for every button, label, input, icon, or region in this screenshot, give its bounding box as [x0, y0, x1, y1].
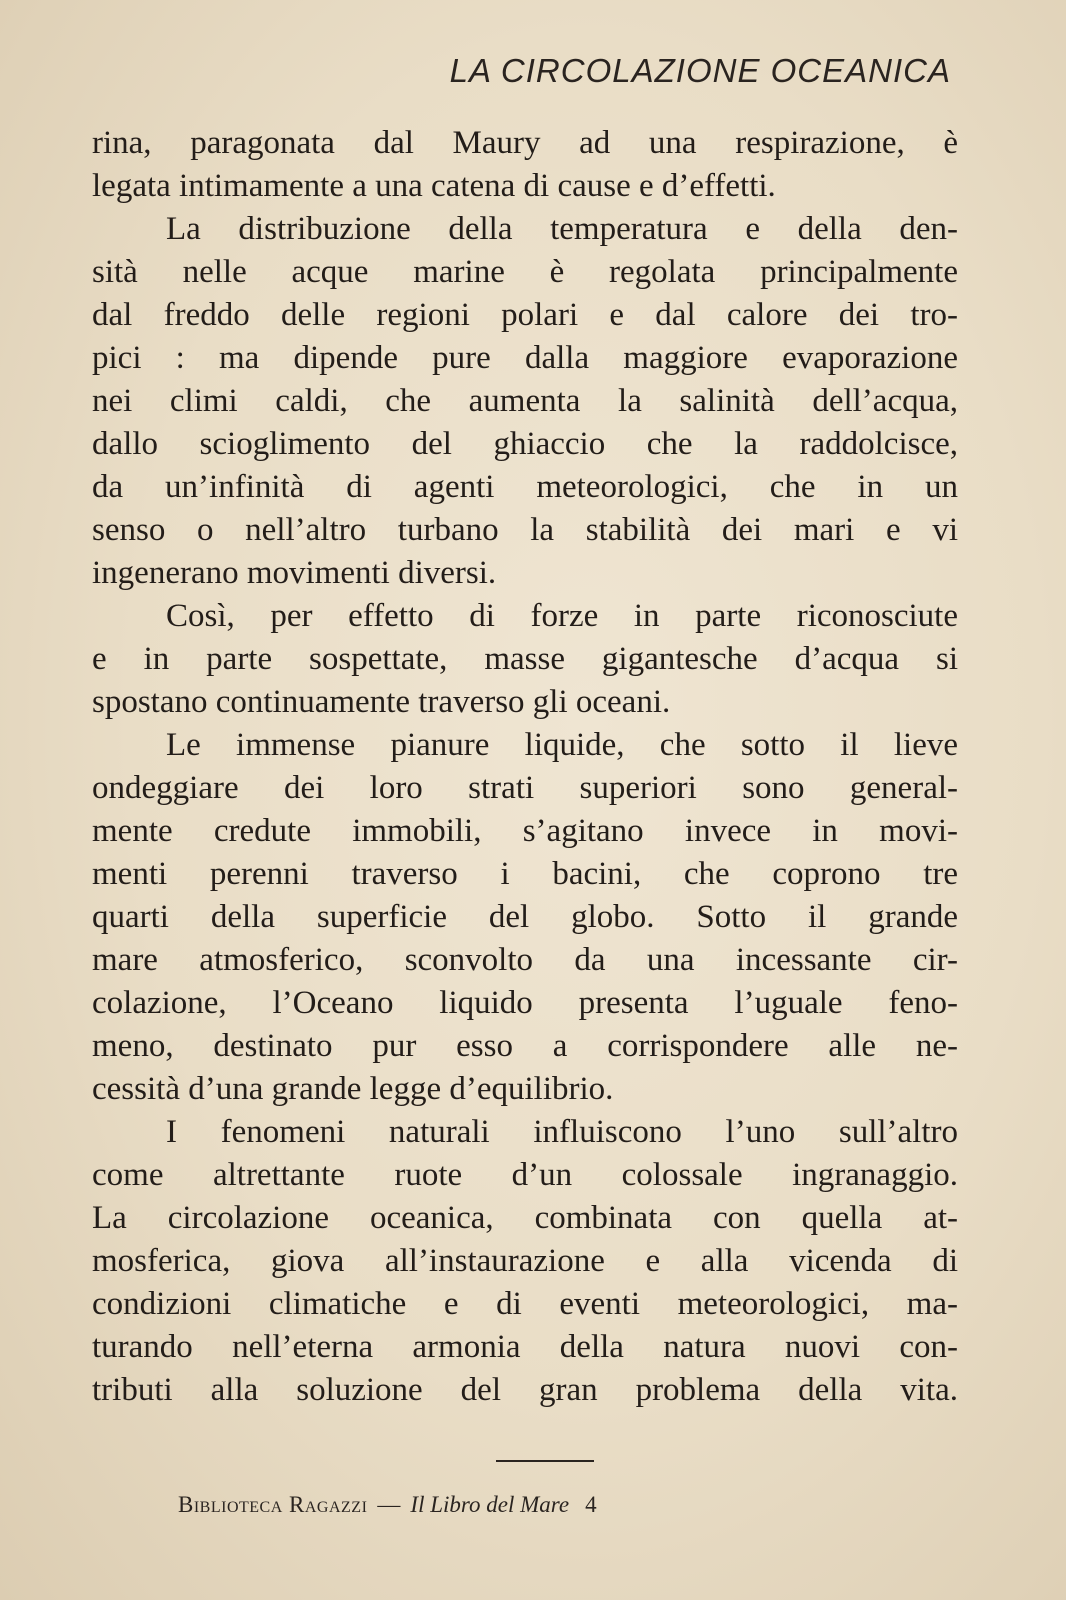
text-line: nei climi caldi, che aumenta la salinità dell’acqua, — [92, 383, 958, 419]
text-line: rina, paragonata dal Maury ad una respirazione, è — [92, 125, 958, 161]
text-line: La distribuzione della temperatura e della den- — [166, 211, 958, 247]
text-line: Le immense pianure liquide, che sotto il lieve — [166, 727, 958, 763]
text-line: dallo scioglimento del ghiaccio che la raddolcisce, — [92, 426, 958, 462]
text-line: meno, destinato pur esso a corrispondere alle ne- — [92, 1028, 958, 1064]
text-line: senso o nell’altro turbano la stabilità dei mari e vi — [92, 512, 958, 548]
text-line: menti perenni traverso i bacini, che coprono tre — [92, 856, 958, 892]
footer-rule — [496, 1460, 594, 1462]
paragraph — [92, 595, 958, 724]
text-line: ondeggiare dei loro strati superiori sono general- — [92, 770, 958, 806]
running-head: LA CIRCOLAZIONE OCEANICA — [449, 52, 951, 89]
page-number: 4 — [585, 1492, 597, 1517]
footer — [178, 1492, 597, 1518]
paragraph — [92, 208, 958, 595]
text-line: spostano continuamente traverso gli oceani. — [92, 684, 671, 720]
series-name: Biblioteca Ragazzi — [178, 1492, 368, 1517]
text-line: ingenerano movimenti diversi. — [92, 555, 497, 591]
text-line: sità nelle acque marine è regolata principalmente — [92, 254, 958, 290]
text-line: I fenomeni naturali influiscono l’uno sull’altro — [166, 1114, 958, 1150]
text-line: mare atmosferico, sconvolto da una incessante cir- — [92, 942, 958, 978]
paragraph — [92, 122, 958, 208]
paragraph — [92, 1111, 958, 1412]
text-line: quarti della superficie del globo. Sotto il grande — [92, 899, 958, 935]
text-line: da un’infinità di agenti meteorologici, che in un — [92, 469, 958, 505]
body-text — [92, 122, 958, 1412]
text-line: mente credute immobili, s’agitano invece in movi- — [92, 813, 958, 849]
text-line: legata intimamente a una catena di cause e d’effetti. — [92, 168, 776, 204]
paragraph — [92, 724, 958, 1111]
text-line: pici : ma dipende pure dalla maggiore evaporazione — [92, 340, 958, 376]
text-line: Così, per effetto di forze in parte riconosciute — [166, 598, 958, 634]
text-line: e in parte sospettate, masse gigantesche d’acqua si — [92, 641, 958, 677]
text-line: turando nell’eterna armonia della natura nuovi con- — [92, 1329, 958, 1365]
text-line: condizioni climatiche e di eventi meteorologici, ma- — [92, 1286, 958, 1322]
text-line: come altrettante ruote d’un colossale ingranaggio. — [92, 1157, 958, 1193]
text-line: cessità d’una grande legge d’equilibrio. — [92, 1071, 614, 1107]
text-line: tributi alla soluzione del gran problema della vita. — [92, 1372, 958, 1408]
text-line: colazione, l’Oceano liquido presenta l’uguale feno- — [92, 985, 958, 1021]
footer-separator: — — [377, 1492, 401, 1517]
text-line: La circolazione oceanica, combinata con quella at- — [92, 1200, 958, 1236]
text-line: mosferica, giova all’instaurazione e alla vicenda di — [92, 1243, 958, 1279]
text-line: dal freddo delle regioni polari e dal calore dei tro- — [92, 297, 958, 333]
book-title: Il Libro del Mare — [410, 1492, 570, 1517]
